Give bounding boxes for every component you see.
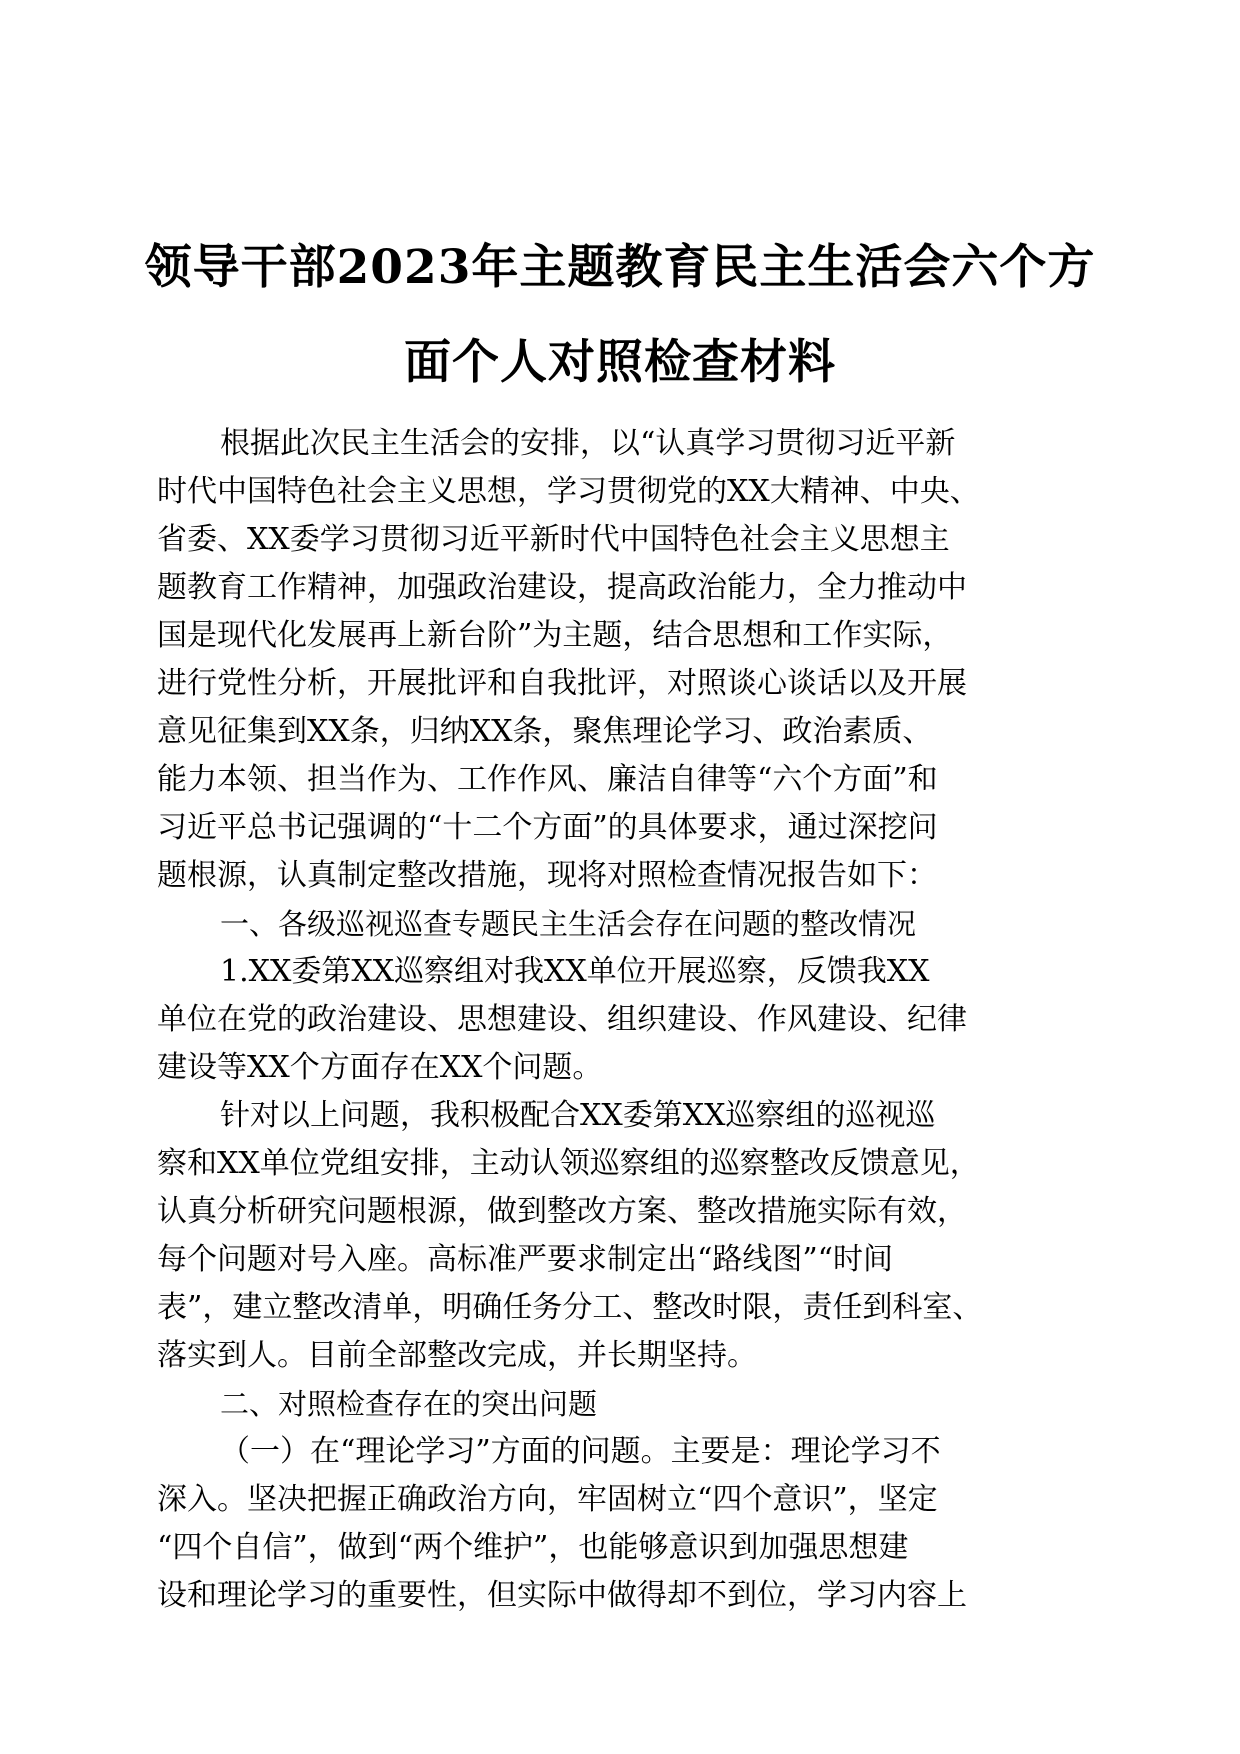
body-line: 时代中国特色社会主义思想，学习贯彻党的XX大精神、中央、 xyxy=(157,474,980,509)
body-line: 表”，建立整改清单，明确任务分工、整改时限，责任到科室、 xyxy=(157,1290,983,1325)
body-line: 题教育工作精神，加强政治建设，提高政治能力，全力推动中 xyxy=(157,570,967,605)
body-line: 题根源，认真制定整改措施，现将对照检查情况报告如下： xyxy=(157,858,937,893)
body-line: “四个自信”，做到“两个维护”，也能够意识到加强思想建 xyxy=(157,1530,909,1565)
body-line: 察和XX单位党组安排，主动认领巡察组的巡察整改反馈意见， xyxy=(157,1146,980,1181)
body-line: 设和理论学习的重要性，但实际中做得却不到位，学习内容上 xyxy=(157,1578,967,1613)
body-line: 根据此次民主生活会的安排，以“认真学习贯彻习近平新 xyxy=(220,426,956,461)
body-line: 省委、XX委学习贯彻习近平新时代中国特色社会主义思想主 xyxy=(157,522,950,557)
body-line: 建设等XX个方面存在XX个问题。 xyxy=(157,1050,603,1085)
section-heading-2: 二、对照检查存在的突出问题 xyxy=(220,1387,598,1421)
document-title-line-1: 领导干部2023年主题教育民主生活会六个方 xyxy=(144,240,1096,295)
body-line: 进行党性分析，开展批评和自我批评，对照谈心谈话以及开展 xyxy=(157,666,967,701)
section-heading-1: 一、各级巡视巡查专题民主生活会存在问题的整改情况 xyxy=(220,907,917,941)
body-line: 意见征集到XX条，归纳XX条，聚焦理论学习、政治素质、 xyxy=(157,714,933,749)
body-line: 国是现代化发展再上新台阶”为主题，结合思想和工作实际， xyxy=(157,618,953,653)
body-line: 能力本领、担当作为、工作作风、廉洁自律等“六个方面”和 xyxy=(157,762,938,797)
body-line: 认真分析研究问题根源，做到整改方案、整改措施实际有效， xyxy=(157,1194,967,1229)
body-line: 习近平总书记强调的“十二个方面”的具体要求，通过深挖问 xyxy=(157,810,938,845)
body-line: 单位在党的政治建设、思想建设、组织建设、作风建设、纪律 xyxy=(157,1002,967,1037)
body-line: 深入。坚决把握正确政治方向，牢固树立“四个意识”，坚定 xyxy=(157,1482,938,1517)
body-line: 每个问题对号入座。高标准严要求制定出“路线图”“时间 xyxy=(157,1242,894,1277)
body-line: 针对以上问题，我积极配合XX委第XX巡察组的巡视巡 xyxy=(220,1098,936,1133)
document-title-line-2: 面个人对照检查材料 xyxy=(404,335,836,390)
body-line: 1.XX委第XX巡察组对我XX单位开展巡察，反馈我XX xyxy=(220,954,930,989)
body-line: 落实到人。目前全部整改完成，并长期坚持。 xyxy=(157,1338,757,1373)
body-line: （一）在“理论学习”方面的问题。主要是：理论学习不 xyxy=(220,1434,941,1469)
